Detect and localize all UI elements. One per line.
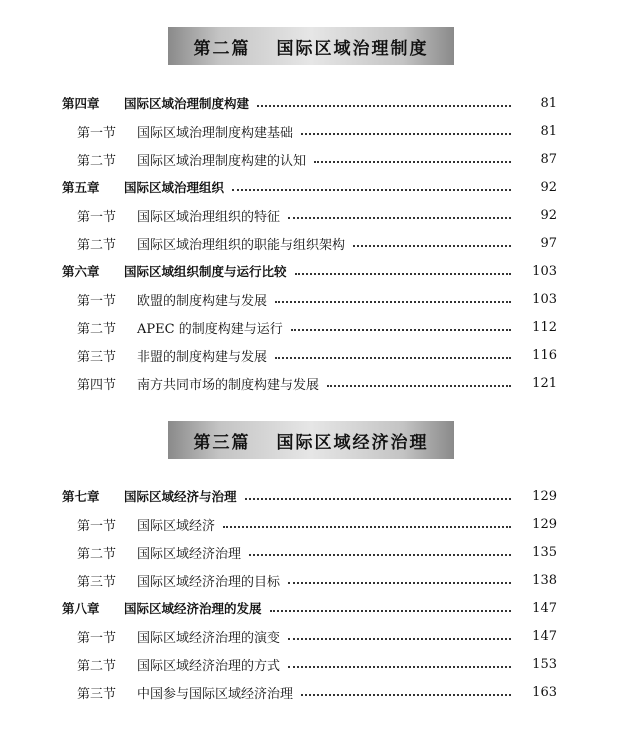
chapter-title: 国际区域治理组织 bbox=[124, 180, 225, 195]
page-number: 129 bbox=[532, 516, 557, 532]
toc-section-entry[interactable] bbox=[0, 570, 620, 590]
dot-leader bbox=[288, 637, 511, 640]
section-number: 第一节 bbox=[77, 293, 117, 309]
toc-chapter-entry[interactable] bbox=[0, 93, 620, 113]
section-title: 非盟的制度构建与发展 bbox=[137, 349, 268, 365]
page-number: 112 bbox=[532, 319, 557, 335]
toc-section-entry[interactable] bbox=[0, 121, 620, 141]
page-number: 153 bbox=[532, 656, 557, 672]
dot-leader bbox=[223, 525, 511, 528]
section-number: 第一节 bbox=[77, 630, 117, 646]
part-number: 第二篇 bbox=[193, 38, 251, 59]
page-number: 92 bbox=[540, 207, 557, 223]
page-number: 135 bbox=[532, 544, 557, 560]
chapter-title: 国际区域经济与治理 bbox=[124, 489, 237, 504]
toc-chapter-entry[interactable] bbox=[0, 598, 620, 618]
dot-leader bbox=[245, 497, 511, 500]
part-title: 国际区域治理制度 bbox=[276, 38, 429, 59]
section-title: 南方共同市场的制度构建与发展 bbox=[137, 377, 320, 393]
chapter-title: 国际区域组织制度与运行比较 bbox=[124, 264, 287, 279]
dot-leader bbox=[275, 356, 511, 359]
section-title: APEC 的制度构建与运行 bbox=[137, 321, 283, 337]
toc-section-entry[interactable] bbox=[0, 682, 620, 702]
dot-leader bbox=[288, 665, 511, 668]
dot-leader bbox=[275, 300, 511, 303]
page-number: 81 bbox=[540, 123, 557, 139]
chapter-number: 第七章 bbox=[62, 489, 100, 504]
dot-leader bbox=[353, 244, 511, 247]
page-number: 92 bbox=[540, 179, 557, 195]
section-title: 国际区域经济治理的方式 bbox=[137, 658, 281, 674]
section-number: 第三节 bbox=[77, 686, 117, 702]
toc-chapter-entry[interactable] bbox=[0, 486, 620, 506]
section-number: 第二节 bbox=[77, 321, 117, 337]
section-number: 第二节 bbox=[77, 546, 117, 562]
toc-section-entry[interactable] bbox=[0, 345, 620, 365]
section-number: 第一节 bbox=[77, 518, 117, 534]
page-number: 138 bbox=[532, 572, 557, 588]
chapter-number: 第五章 bbox=[62, 180, 100, 195]
page-number: 103 bbox=[532, 263, 557, 279]
toc-section-entry[interactable] bbox=[0, 373, 620, 393]
page-number: 87 bbox=[540, 151, 557, 167]
part-title: 国际区域经济治理 bbox=[276, 432, 429, 453]
toc-chapter-entry[interactable] bbox=[0, 177, 620, 197]
toc-chapter-entry[interactable] bbox=[0, 261, 620, 281]
toc-section-entry[interactable] bbox=[0, 149, 620, 169]
page-number: 147 bbox=[532, 600, 557, 616]
page-number: 129 bbox=[532, 488, 557, 504]
page-number: 147 bbox=[532, 628, 557, 644]
dot-leader bbox=[301, 693, 511, 696]
section-title: 国际区域经济治理的演变 bbox=[137, 630, 281, 646]
chapter-number: 第八章 bbox=[62, 601, 100, 616]
dot-leader bbox=[232, 188, 511, 191]
section-number: 第二节 bbox=[77, 153, 117, 169]
section-title: 国际区域治理组织的特征 bbox=[137, 209, 281, 225]
part-heading bbox=[168, 27, 454, 65]
toc-section-entry[interactable] bbox=[0, 317, 620, 337]
page-number: 103 bbox=[532, 291, 557, 307]
page-number: 97 bbox=[540, 235, 557, 251]
section-title: 国际区域治理制度构建的认知 bbox=[137, 153, 307, 169]
dot-leader bbox=[291, 328, 511, 331]
toc-section-entry[interactable] bbox=[0, 289, 620, 309]
section-number: 第二节 bbox=[77, 237, 117, 253]
section-title: 国际区域经济治理的目标 bbox=[137, 574, 281, 590]
dot-leader bbox=[295, 272, 511, 275]
dot-leader bbox=[314, 160, 511, 163]
section-title: 中国参与国际区域经济治理 bbox=[137, 686, 294, 702]
dot-leader bbox=[327, 384, 511, 387]
chapter-title: 国际区域经济治理的发展 bbox=[124, 601, 262, 616]
toc-section-entry[interactable] bbox=[0, 654, 620, 674]
page-number: 163 bbox=[532, 684, 557, 700]
section-title: 国际区域治理制度构建基础 bbox=[137, 125, 294, 141]
dot-leader bbox=[249, 553, 511, 556]
dot-leader bbox=[288, 216, 511, 219]
dot-leader bbox=[288, 581, 511, 584]
section-number: 第一节 bbox=[77, 209, 117, 225]
section-number: 第一节 bbox=[77, 125, 117, 141]
chapter-title: 国际区域治理制度构建 bbox=[124, 96, 250, 111]
toc-section-entry[interactable] bbox=[0, 514, 620, 534]
page-number: 116 bbox=[532, 347, 557, 363]
toc-section-entry[interactable] bbox=[0, 233, 620, 253]
part-number: 第三篇 bbox=[193, 432, 251, 453]
toc-section-entry[interactable] bbox=[0, 542, 620, 562]
dot-leader bbox=[301, 132, 511, 135]
section-title: 欧盟的制度构建与发展 bbox=[137, 293, 268, 309]
part-heading bbox=[168, 421, 454, 459]
section-title: 国际区域经济 bbox=[137, 518, 216, 534]
section-title: 国际区域经济治理 bbox=[137, 546, 242, 562]
section-number: 第四节 bbox=[77, 377, 117, 393]
page-number: 121 bbox=[532, 375, 557, 391]
chapter-number: 第四章 bbox=[62, 96, 100, 111]
section-title: 国际区域治理组织的职能与组织架构 bbox=[137, 237, 346, 253]
dot-leader bbox=[270, 609, 511, 612]
chapter-number: 第六章 bbox=[62, 264, 100, 279]
page-number: 81 bbox=[540, 95, 557, 111]
section-number: 第三节 bbox=[77, 574, 117, 590]
section-number: 第二节 bbox=[77, 658, 117, 674]
dot-leader bbox=[257, 104, 511, 107]
section-number: 第三节 bbox=[77, 349, 117, 365]
toc-section-entry[interactable] bbox=[0, 205, 620, 225]
toc-section-entry[interactable] bbox=[0, 626, 620, 646]
